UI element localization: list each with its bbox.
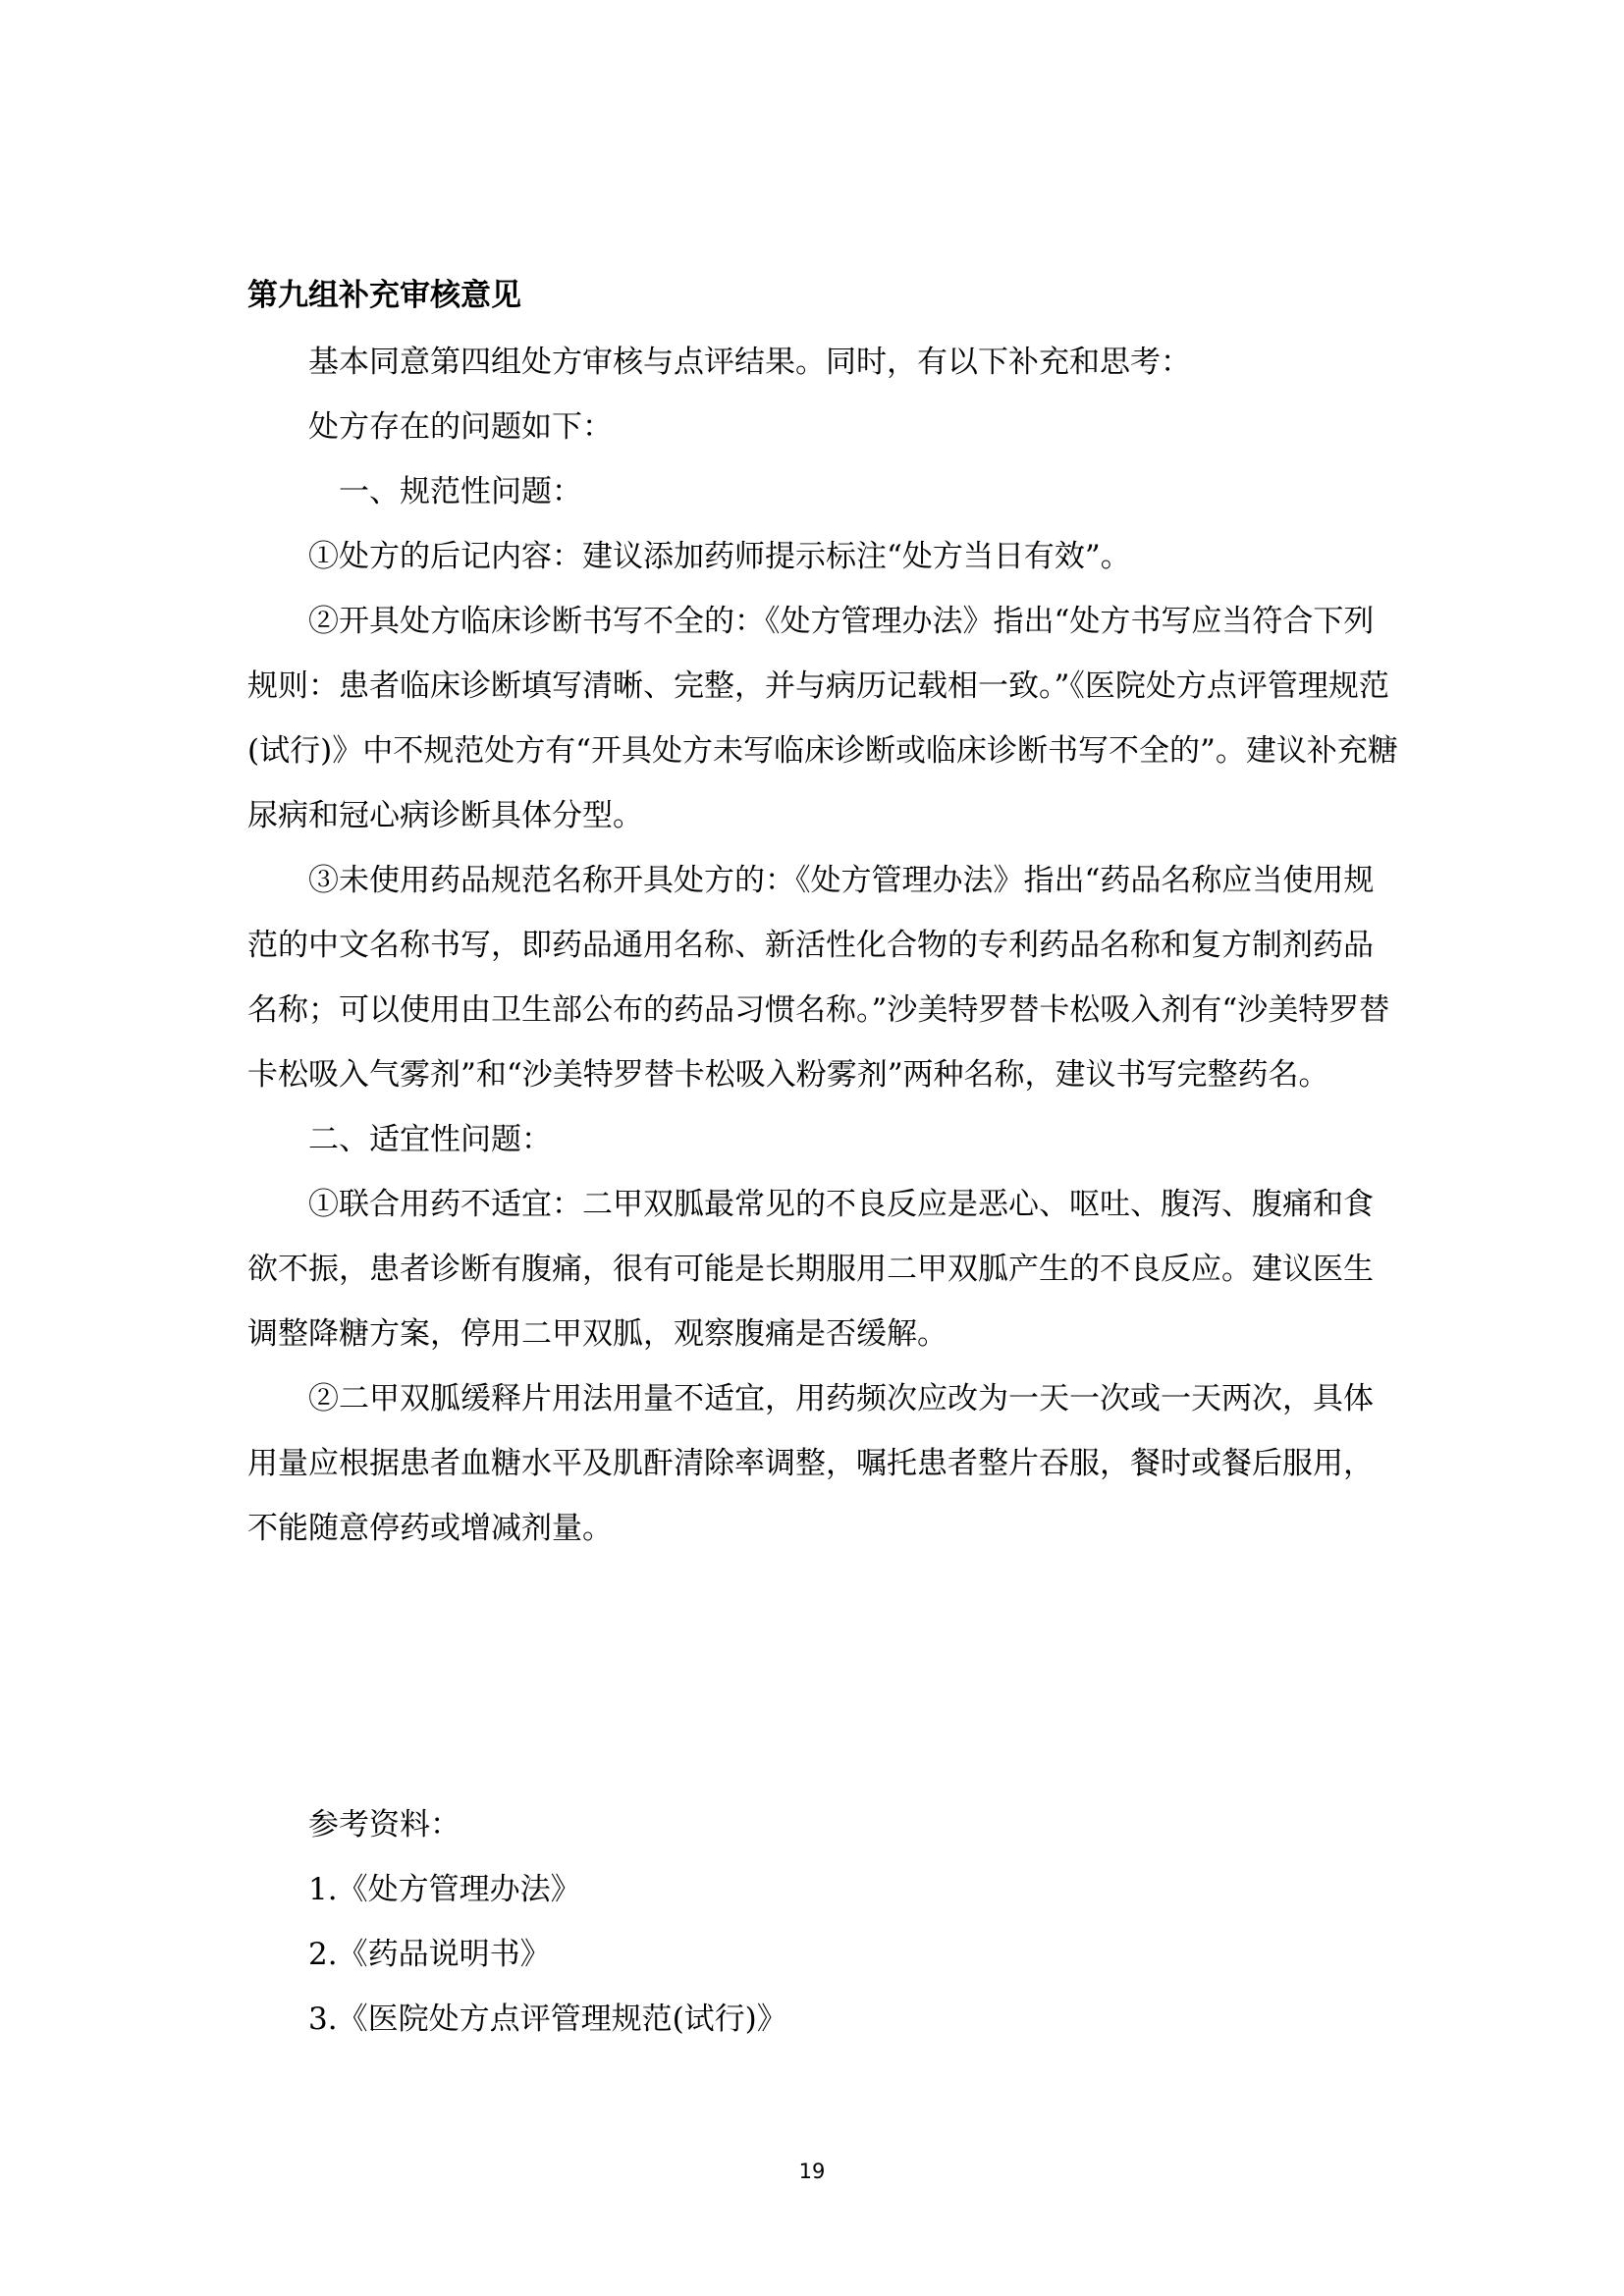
normative-issue-3: ③未使用药品规范名称开具处方的：《处方管理办法》指出“药品名称应当使用规范的中文名称书写，即药品通用名称、新活性化合物的专利药品名称和复方制剂药品名称；可以使用由卫生部公布的药品习惯名称。”沙美特罗替卡松吸入剂有“沙美特罗替卡松吸入气雾剂”和“沙美特罗替卡松吸入粉雾剂”两种名称，建议书写完整药名。 [247, 863, 1390, 1093]
reference-item: 2.《药品说明书》 [308, 1937, 551, 1972]
appropriateness-issue-1: ①联合用药不适宜：二甲双胍最常见的不良反应是恶心、呕吐、腹泻、腹痛和食欲不振，患者诊断有腹痛，很有可能是长期服用二甲双胍产生的不良反应。建议医生调整降糖方案，停用二甲双胍，观察腹痛是否缓解。 [247, 1187, 1374, 1352]
intro-paragraph: 基本同意第四组处方审核与点评结果。同时，有以下补充和思考： [308, 345, 1191, 380]
reference-item: 1.《处方管理办法》 [308, 1872, 581, 1907]
references-section [247, 1792, 1398, 2052]
normative-issues-heading: 一、规范性问题： [339, 474, 582, 509]
page-number: 19 [798, 2160, 826, 2183]
section-heading: 第九组补充审核意见 [247, 278, 521, 313]
normative-issue-2: ②开具处方临床诊断书写不全的：《处方管理办法》指出“处方书写应当符合下列规则：患者临床诊断填写清晰、完整，并与病历记载相一致。”《医院处方点评管理规范(试行)》中不规范处方有“开具处方未写临床诊断或临床诊断书写不全的”。建议补充糖尿病和冠心病诊断具体分型。 [247, 604, 1398, 833]
problems-intro: 处方存在的问题如下： [308, 409, 613, 445]
opinion-body [247, 330, 1398, 1561]
appropriateness-issues-heading: 二、适宜性问题： [308, 1122, 552, 1157]
references-title: 参考资料： [308, 1807, 460, 1842]
normative-issue-1: ①处方的后记内容：建议添加药师提示标注“处方当日有效”。 [308, 539, 1131, 574]
reference-item: 3.《医院处方点评管理规范(试行)》 [308, 2002, 787, 2037]
appropriateness-issue-2: ②二甲双胍缓释片用法用量不适宜，用药频次应改为一天一次或一天两次，具体用量应根据患者血糖水平及肌酐清除率调整，嘱托患者整片吞服，餐时或餐后服用，不能随意停药或增减剂量。 [247, 1381, 1374, 1546]
